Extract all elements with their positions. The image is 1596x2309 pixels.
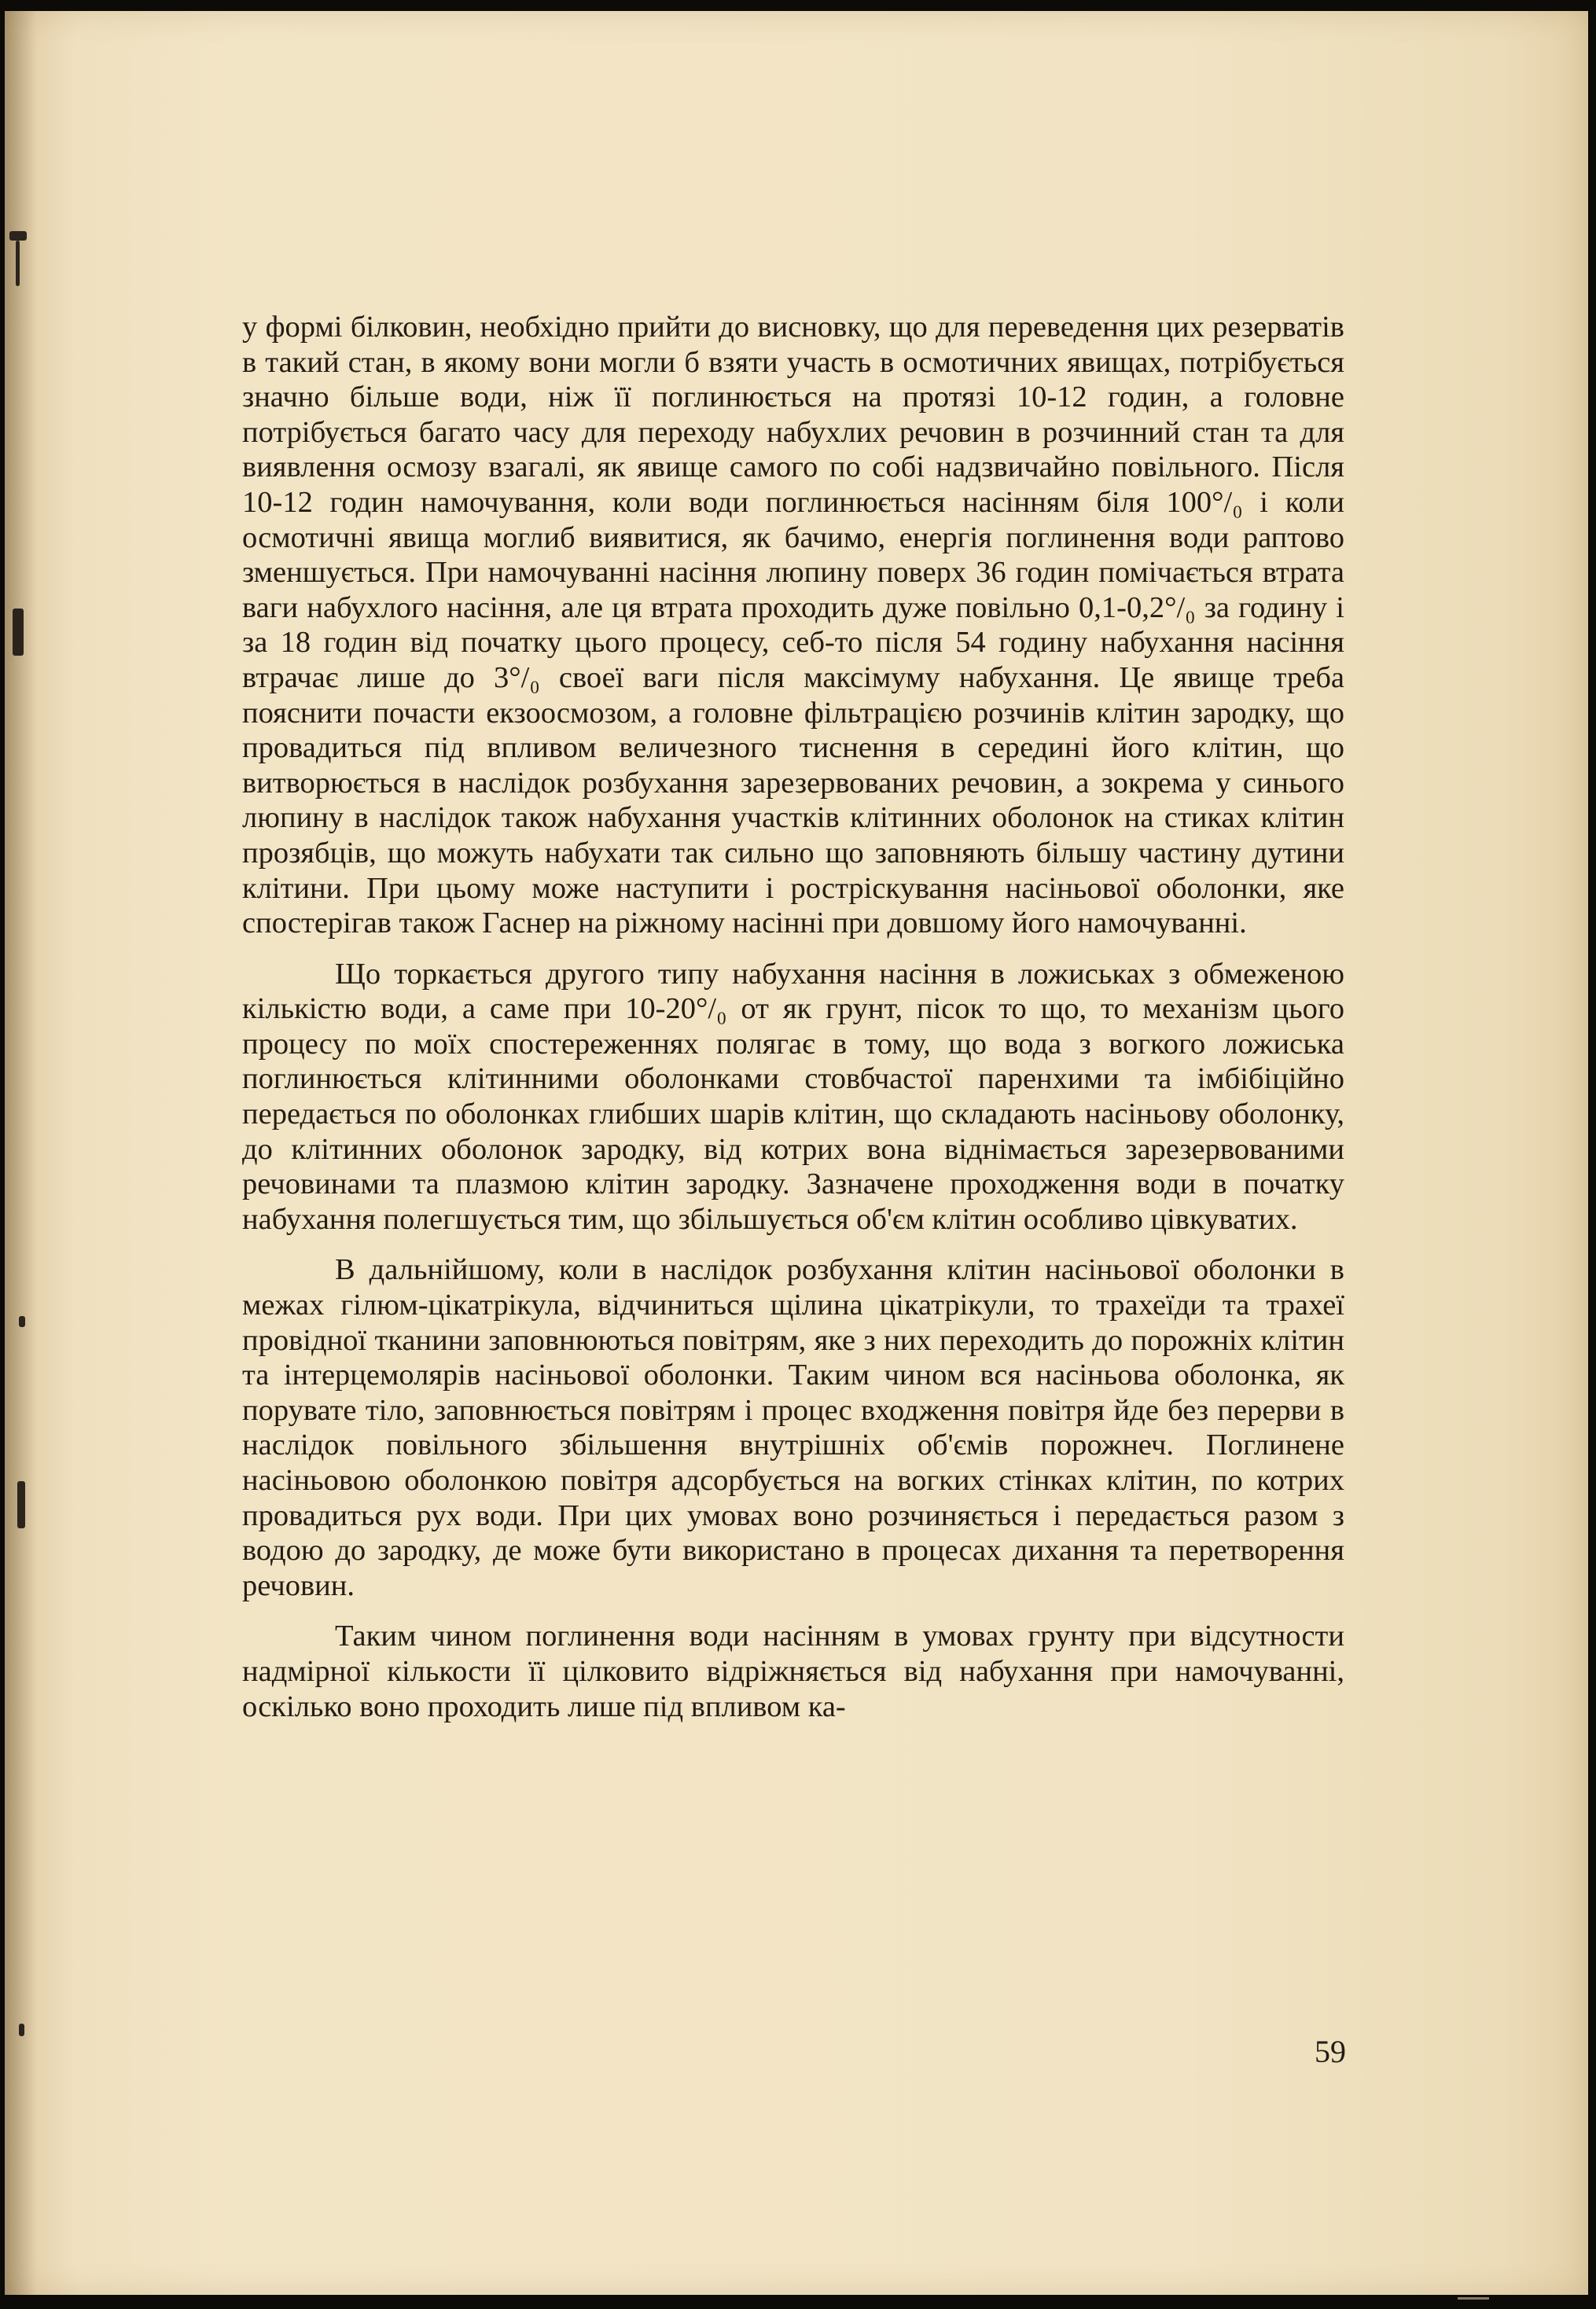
binding-mark	[13, 609, 24, 656]
paragraph: В дальнійшому, коли в наслідок розбухання клітин насіньової оболонки в межах гілюм-цікатрікула, відчиниться щілина цікатрікули, то трахеїди та трахеї провідної тканини заповнюються повітрям, яке з них переходить до порожніх клітин та інтерцемолярів насіньової оболонки. Таким чином вся насіньова оболонка, як порувате тіло, заповнюється повітрям і процес входження повітря йде без перерви в наслідок повільного збільшення внутрішніх об'ємів порожнеч. Поглинене насіньовою оболонкою повітря адсорбується на вогких стінках клітин, по котрих провадиться рух води. При цих умовах воно розчиняється і передається разом з водою до зародку, де може бути використано в процесах дихання та перетворення речовин.	[242, 1253, 1344, 1602]
binding-gutter	[5, 11, 36, 2295]
paragraph: у формі білковин, необхідно прийти до висновку, що для переведення цих резерватів в такий стан, в якому вони могли б взяти участь в осмотичних явищах, потрібується значно більше води, ніж її поглинюється на протязі 10-12 годин, а головне потрібується багато часу для переходу набухлих речовин в розчинний стан та для виявлення осмозу взагалі, як явище самого по собі надзвичайно повільного. Після 10-12 годин намочування, коли води поглинюється насінням біля 100°/₀ і коли осмотичні явища моглиб виявитися, як бачимо, енергія поглинення води раптово зменшується. При намочуванні насіння люпину поверх 36 годин помічається втрата ваги набухлого насіння, але ця втрата проходить дуже повільно 0,1-0,2°/₀ за годину і за 18 годин від початку цього процесу, себ-то після 54 годину набухання насіння втрачає лише до 3°/₀ своеї ваги після максімуму набухання. Це явище треба пояснити почасти екзоосмозом, а головне фільтрацією розчинів клітин зародку, що провадиться під впливом величезного тиснення в середині його клітин, що витворюється в наслідок розбухання зарезервованих речовин, а зокрема у синього люпину в наслідок також набухання участків клітинних оболонок на стиках клітин прозябців, що можуть набухати так сильно що заповняють більшу частину дутини клітини. При цьому може наступити і ростріскування насіньової оболонки, яке спостерігав також Гаснер на ріжному насінні при довшому його намочуванні.	[242, 311, 1344, 940]
binding-mark	[17, 1481, 25, 1528]
page-number: 59	[1315, 2034, 1346, 2069]
binding-mark	[19, 1316, 25, 1327]
binding-mark	[9, 231, 27, 241]
body-text	[242, 310, 1344, 1724]
paragraph: Таким чином поглинення води насінням в умовах грунту при відсутности надмірної кількости її цілковито відріжняється від набухання при намочуванні, оскілько воно проходить лише під впливом ка-	[242, 1620, 1344, 1723]
binding-mark	[19, 2024, 24, 2036]
paragraph: Що торкається другого типу набухання насіння в ложиськах з обмеженою кількістю води, а саме при 10-20°/₀ от як грунт, пісок то що, то механізм цього процесу по моїх спостереженнях полягає в тому, що вода з вогкого ложиська поглинюється клітинними оболонками стовбчастої паренхими та імбібіційно передається по оболонках глибших шарів клітин, що складають насіньову оболонку, до клітинних оболонок зародку, від котрих вона віднімається зарезервованими речовинами та плазмою клітин зародку. Зазначене проходження води в початку набухання полегшується тим, що збільшується об'єм клітин особливо цівкуватих.	[242, 957, 1344, 1236]
page-sheet	[5, 11, 1588, 2295]
margin-mark	[1458, 2297, 1489, 2300]
binding-mark	[16, 241, 20, 286]
